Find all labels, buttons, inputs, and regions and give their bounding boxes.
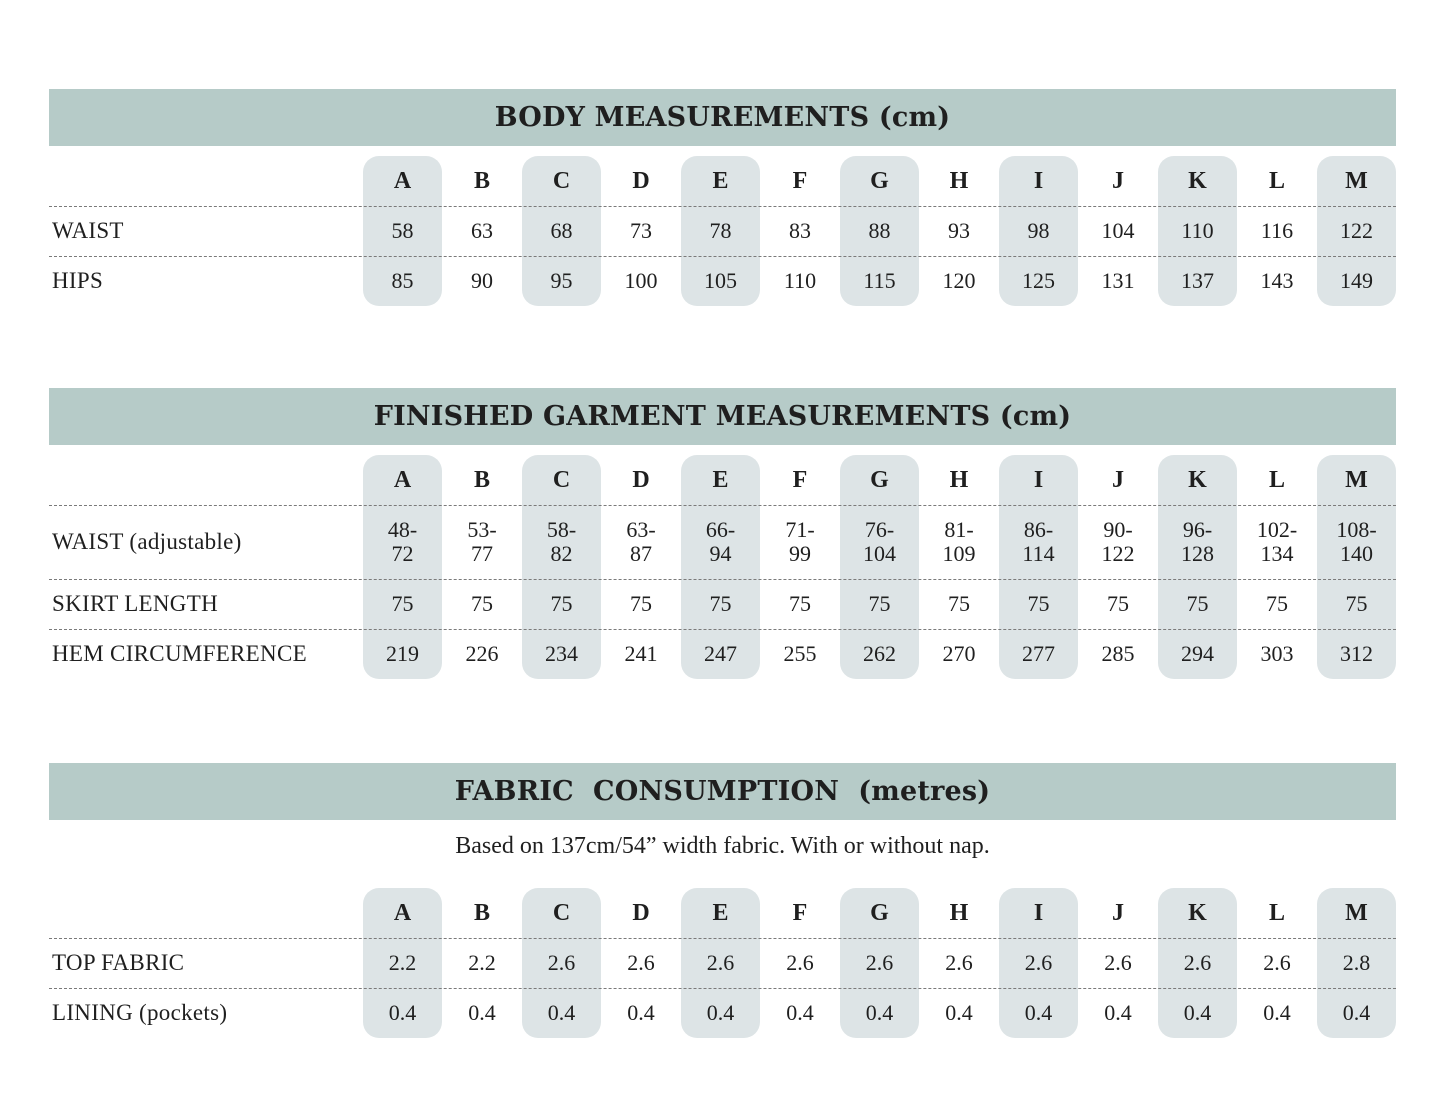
column-header-b: B bbox=[473, 167, 490, 194]
column-header-l: L bbox=[1268, 899, 1285, 926]
table-cell: 83 bbox=[789, 218, 811, 243]
table-cell: 120 bbox=[942, 268, 976, 293]
table-cell: 137 bbox=[1181, 268, 1214, 293]
column-header-d: D bbox=[632, 899, 650, 926]
table-cell: 115 bbox=[863, 268, 896, 293]
table-cell: 0.4 bbox=[1104, 1000, 1132, 1025]
table-cell: 108- 140 bbox=[1336, 517, 1377, 566]
body-measurements-table bbox=[49, 89, 1396, 309]
column-header-m: M bbox=[1345, 466, 1368, 493]
table-cell: 0.4 bbox=[1342, 1000, 1371, 1025]
table-cell: 122 bbox=[1340, 218, 1373, 243]
table-cell: 255 bbox=[783, 641, 817, 666]
table-cell: 241 bbox=[624, 641, 658, 666]
column-header-c: C bbox=[552, 899, 571, 926]
finished-garment-banner: FINISHED GARMENT MEASUREMENTS (cm) bbox=[49, 388, 1396, 445]
table-cell: 312 bbox=[1340, 641, 1373, 666]
column-header-a: A bbox=[393, 899, 412, 926]
table-cell: 2.6 bbox=[1024, 950, 1053, 975]
table-cell: 0.4 bbox=[945, 1000, 973, 1025]
table-cell: 85 bbox=[391, 268, 414, 293]
table-cell: 53- 77 bbox=[467, 517, 497, 566]
column-header-k: K bbox=[1188, 899, 1207, 926]
table-cell: 0.4 bbox=[547, 1000, 576, 1025]
column-header-e: E bbox=[712, 466, 729, 493]
row-label: TOP FABRIC bbox=[52, 950, 185, 975]
column-header-j: J bbox=[1112, 466, 1124, 493]
column-header-j: J bbox=[1112, 899, 1124, 926]
table-cell: 0.4 bbox=[865, 1000, 894, 1025]
table-cell: 93 bbox=[948, 218, 970, 243]
table-cell: 0.4 bbox=[1263, 1000, 1291, 1025]
column-header-l: L bbox=[1268, 466, 1285, 493]
table-cell: 88 bbox=[868, 218, 891, 243]
row-label: WAIST bbox=[52, 218, 124, 243]
column-header-h: H bbox=[949, 167, 969, 194]
column-header-g: G bbox=[870, 466, 889, 493]
column-header-a: A bbox=[393, 167, 412, 194]
table-cell: 2.6 bbox=[627, 950, 655, 975]
table-cell: 71- 99 bbox=[785, 517, 815, 566]
table-cell: 0.4 bbox=[706, 1000, 735, 1025]
column-header-g: G bbox=[870, 167, 889, 194]
column-header-i: I bbox=[1033, 899, 1044, 926]
table-cell: 303 bbox=[1260, 641, 1294, 666]
table-cell: 110 bbox=[1181, 218, 1214, 243]
table-cell: 75 bbox=[630, 591, 652, 616]
table-cell: 58- 82 bbox=[546, 517, 577, 566]
column-header-f: F bbox=[792, 899, 808, 926]
table-cell: 98 bbox=[1027, 218, 1050, 243]
column-header-a: A bbox=[393, 466, 412, 493]
table-cell: 2.6 bbox=[865, 950, 894, 975]
column-header-b: B bbox=[473, 899, 490, 926]
table-cell: 0.4 bbox=[1024, 1000, 1053, 1025]
table-cell: 131 bbox=[1101, 268, 1135, 293]
row-label: WAIST (adjustable) bbox=[52, 529, 242, 554]
table-cell: 75 bbox=[391, 591, 414, 616]
column-header-c: C bbox=[552, 466, 571, 493]
table-cell: 96- 128 bbox=[1181, 517, 1214, 566]
table-cell: 2.6 bbox=[1104, 950, 1132, 975]
table-cell: 63- 87 bbox=[626, 517, 656, 566]
table-cell: 63 bbox=[471, 218, 493, 243]
table-cell: 2.6 bbox=[547, 950, 576, 975]
table-cell: 75 bbox=[1345, 591, 1368, 616]
table-cell: 2.6 bbox=[786, 950, 814, 975]
table-cell: 104 bbox=[1101, 218, 1135, 243]
table-cell: 105 bbox=[704, 268, 737, 293]
column-header-k: K bbox=[1188, 466, 1207, 493]
table-cell: 81- 109 bbox=[942, 517, 976, 566]
table-cell: 270 bbox=[942, 641, 976, 666]
table-cell: 2.2 bbox=[388, 950, 417, 975]
fabric-consumption-table bbox=[49, 763, 1396, 1043]
column-header-k: K bbox=[1188, 167, 1207, 194]
table-cell: 75 bbox=[868, 591, 891, 616]
column-header-e: E bbox=[712, 167, 729, 194]
table-cell: 0.4 bbox=[786, 1000, 814, 1025]
column-header-i: I bbox=[1033, 466, 1044, 493]
row-label: HIPS bbox=[52, 268, 104, 293]
column-header-m: M bbox=[1345, 167, 1368, 194]
table-cell: 149 bbox=[1340, 268, 1373, 293]
table-cell: 2.6 bbox=[706, 950, 735, 975]
table-cell: 110 bbox=[783, 268, 817, 293]
table-cell: 125 bbox=[1022, 268, 1055, 293]
table-cell: 262 bbox=[863, 641, 896, 666]
fabric-consumption-banner: FABRIC CONSUMPTION (metres) bbox=[49, 763, 1396, 820]
table-cell: 234 bbox=[545, 641, 578, 666]
table-cell: 58 bbox=[391, 218, 414, 243]
table-cell: 285 bbox=[1101, 641, 1135, 666]
column-header-i: I bbox=[1033, 167, 1044, 194]
table-cell: 95 bbox=[550, 268, 573, 293]
row-label: LINING (pockets) bbox=[52, 1000, 228, 1025]
finished-garment-table bbox=[49, 388, 1396, 688]
table-cell: 0.4 bbox=[627, 1000, 655, 1025]
column-header-h: H bbox=[949, 466, 969, 493]
table-cell: 75 bbox=[789, 591, 811, 616]
table-cell: 2.8 bbox=[1342, 950, 1371, 975]
table-cell: 66- 94 bbox=[705, 517, 736, 566]
column-header-m: M bbox=[1345, 899, 1368, 926]
table-cell: 75 bbox=[550, 591, 573, 616]
column-header-d: D bbox=[632, 466, 650, 493]
column-header-l: L bbox=[1268, 167, 1285, 194]
table-cell: 0.4 bbox=[388, 1000, 417, 1025]
table-cell: 75 bbox=[1186, 591, 1209, 616]
table-cell: 219 bbox=[386, 641, 419, 666]
table-cell: 90 bbox=[471, 268, 493, 293]
table-cell: 116 bbox=[1260, 218, 1294, 243]
table-cell: 48- 72 bbox=[387, 517, 418, 566]
table-cell: 90- 122 bbox=[1101, 517, 1135, 566]
column-header-j: J bbox=[1112, 167, 1124, 194]
table-cell: 277 bbox=[1022, 641, 1055, 666]
table-cell: 76- 104 bbox=[863, 517, 896, 566]
column-header-c: C bbox=[552, 167, 571, 194]
fabric-consumption-note: Based on 137cm/54” width fabric. With or without nap. bbox=[455, 833, 990, 859]
table-cell: 100 bbox=[624, 268, 658, 293]
column-header-g: G bbox=[870, 899, 889, 926]
table-cell: 2.6 bbox=[1183, 950, 1212, 975]
column-header-e: E bbox=[712, 899, 729, 926]
table-cell: 75 bbox=[471, 591, 493, 616]
table-cell: 226 bbox=[465, 641, 499, 666]
table-cell: 73 bbox=[630, 218, 652, 243]
table-cell: 0.4 bbox=[468, 1000, 496, 1025]
table-cell: 247 bbox=[704, 641, 737, 666]
table-cell: 2.6 bbox=[1263, 950, 1291, 975]
table-cell: 0.4 bbox=[1183, 1000, 1212, 1025]
column-header-f: F bbox=[792, 167, 808, 194]
table-cell: 75 bbox=[948, 591, 970, 616]
table-cell: 75 bbox=[1107, 591, 1129, 616]
table-cell: 294 bbox=[1181, 641, 1214, 666]
table-cell: 75 bbox=[1266, 591, 1288, 616]
table-cell: 2.6 bbox=[945, 950, 973, 975]
table-cell: 75 bbox=[1027, 591, 1050, 616]
row-label: HEM CIRCUMFERENCE bbox=[52, 641, 307, 666]
table-cell: 75 bbox=[709, 591, 732, 616]
column-header-b: B bbox=[473, 466, 490, 493]
table-cell: 102- 134 bbox=[1256, 517, 1298, 566]
table-cell: 143 bbox=[1260, 268, 1294, 293]
table-cell: 78 bbox=[709, 218, 732, 243]
row-label: SKIRT LENGTH bbox=[52, 591, 218, 616]
column-header-d: D bbox=[632, 167, 650, 194]
column-header-h: H bbox=[949, 899, 969, 926]
body-measurements-banner: BODY MEASUREMENTS (cm) bbox=[49, 89, 1396, 146]
table-cell: 86- 114 bbox=[1022, 517, 1055, 566]
table-cell: 2.2 bbox=[468, 950, 496, 975]
column-header-f: F bbox=[792, 466, 808, 493]
table-cell: 68 bbox=[550, 218, 573, 243]
